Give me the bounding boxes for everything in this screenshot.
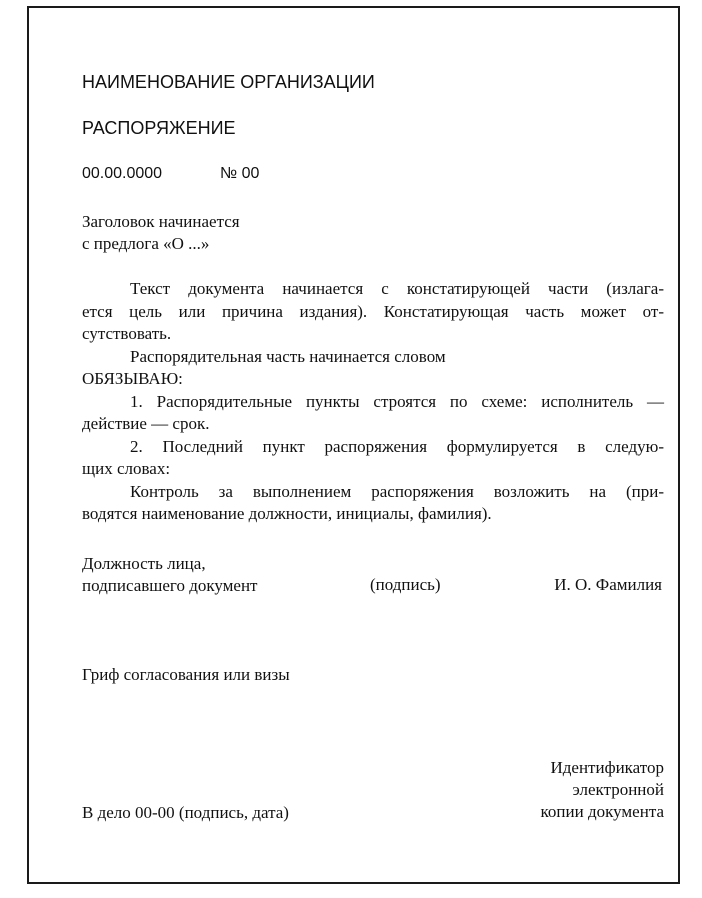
body-line: щих словах:: [82, 459, 171, 478]
document-date: 00.00.0000: [82, 165, 163, 182]
body-line: действие — срок.: [82, 414, 210, 433]
signatory-position: [82, 553, 258, 597]
organization-name: НАИМЕНОВАНИЕ ОРГАНИЗАЦИИ: [82, 72, 375, 92]
signatory-position-line: Должность лица,: [82, 554, 206, 573]
signatory-position-line: подписавшего документ: [82, 576, 258, 595]
identifier-line: Идентификатор: [550, 758, 664, 777]
body-line: 2. Последний пункт распоряжения формулируется в следую-: [130, 436, 664, 456]
document-body: [82, 278, 664, 526]
body-line: ОБЯЗЫВАЮ:: [82, 369, 183, 388]
signature-placeholder: (подпись): [370, 575, 441, 594]
electronic-copy-identifier: [541, 757, 664, 823]
body-line: Текст документа начинается с констатирующей части (излага-: [130, 279, 664, 298]
body-line: сутствовать.: [82, 324, 172, 343]
approval-stamp: Гриф согласования или визы: [82, 665, 290, 684]
body-line: 1. Распорядительные пункты строятся по схеме: исполнитель —: [130, 391, 664, 411]
body-line: водятся наименование должности, инициалы, фамилия).: [82, 504, 492, 523]
file-note: В дело 00-00 (подпись, дата): [82, 803, 289, 822]
document-type: РАСПОРЯЖЕНИЕ: [82, 118, 236, 138]
document-number: № 00: [220, 165, 260, 182]
heading-line: Заголовок начинается: [82, 212, 240, 231]
body-line: ется цель или причина издания). Констатирующая часть может от-: [82, 301, 664, 321]
signatory-name: И. О. Фамилия: [554, 575, 662, 594]
body-line: Контроль за выполнением распоряжения возложить на (при-: [130, 481, 664, 501]
identifier-line: электронной: [572, 780, 664, 799]
body-line: Распорядительная часть начинается словом: [130, 346, 446, 366]
heading-line: с предлога «О ...»: [82, 234, 210, 253]
identifier-line: копии документа: [540, 802, 664, 821]
document-heading: [82, 211, 240, 255]
